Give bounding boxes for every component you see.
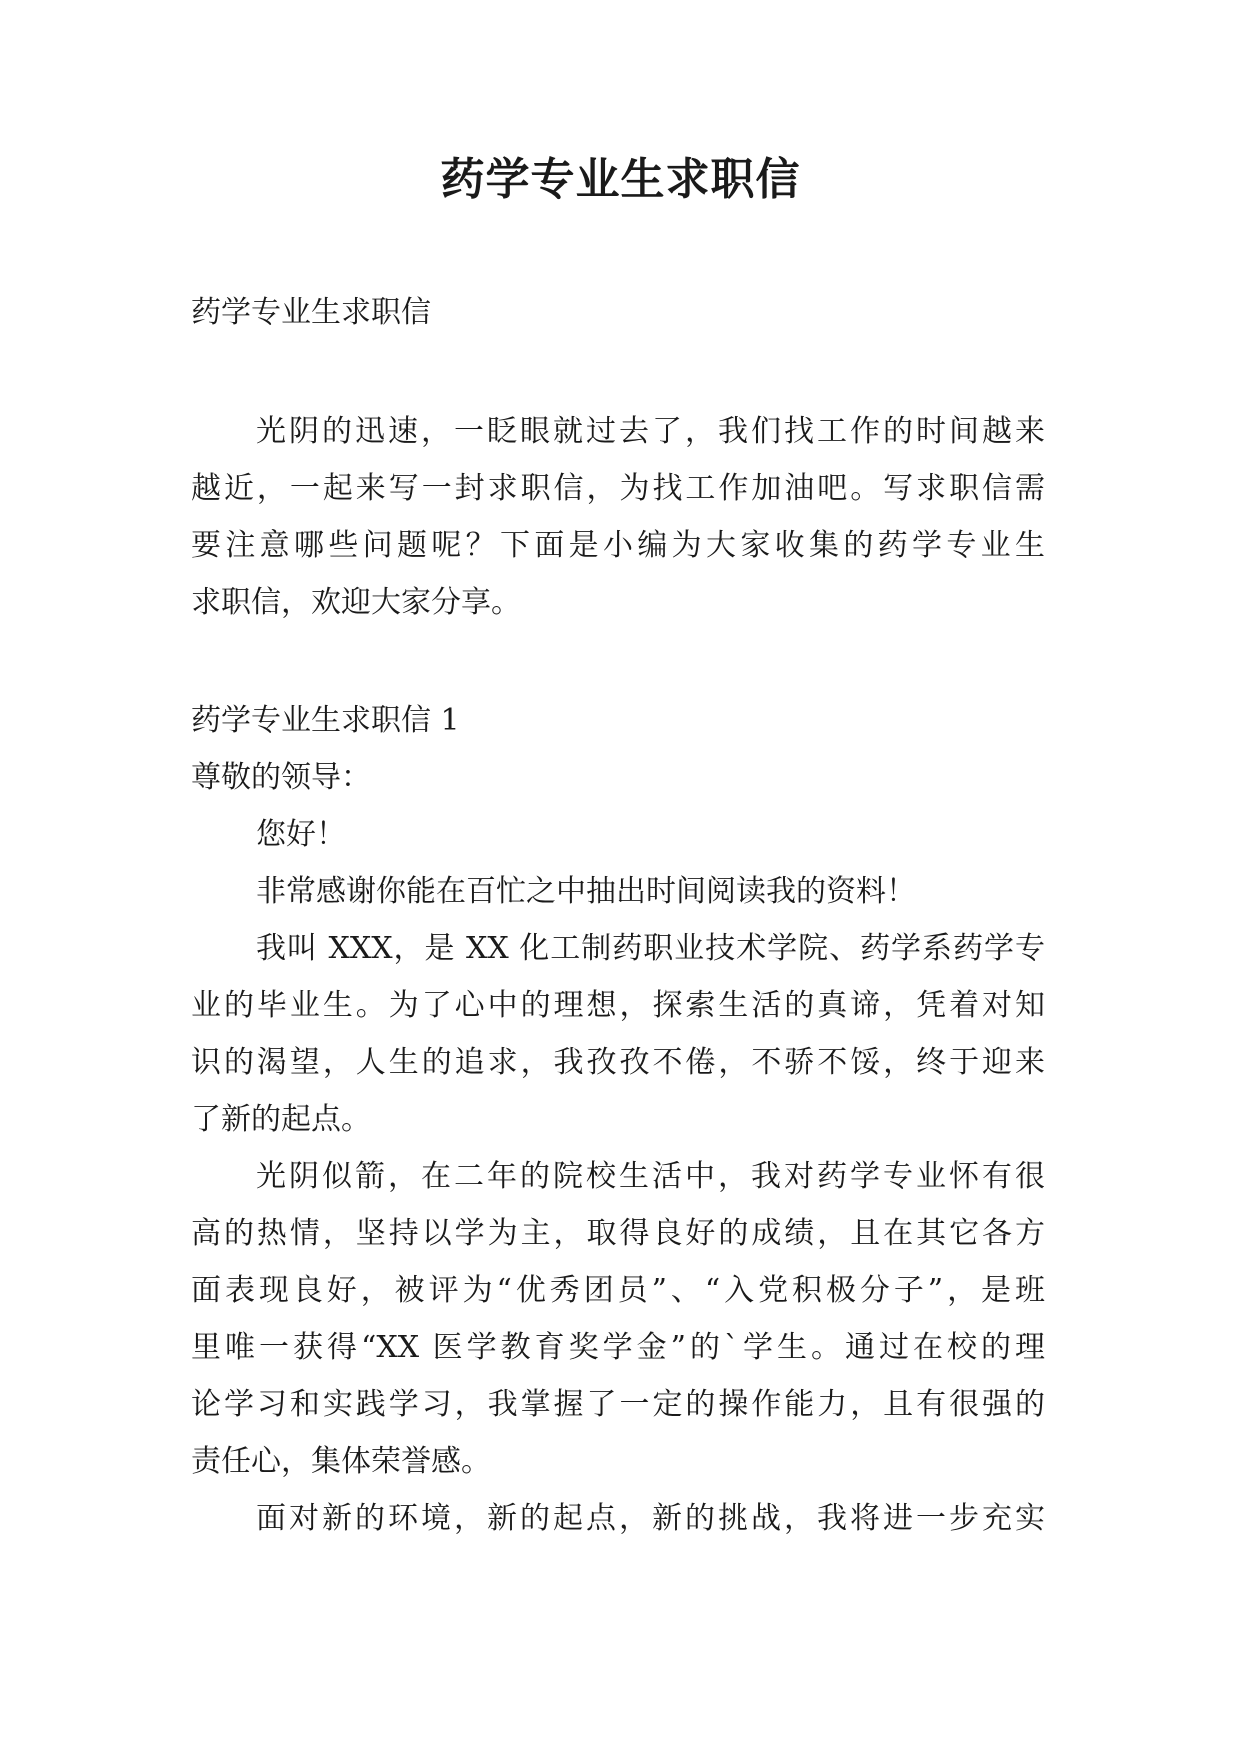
thanks-line: 非常感谢你能在百忙之中抽出时间阅读我的资料！ [256,874,916,909]
document-title: 药学专业生求职信 [440,154,801,205]
paragraph2-line-3: 面表现良好，被评为“优秀团员”、“入党积极分子”，是班 [191,1273,1045,1308]
paragraph1-line-4: 了新的起点。 [191,1102,371,1137]
salutation: 尊敬的领导： [191,760,371,795]
intro-line-2: 越近，一起来写一封求职信，为找工作加油吧。写求职信需 [191,471,1045,506]
greeting: 您好！ [256,817,346,852]
paragraph2-line-5: 论学习和实践学习，我掌握了一定的操作能力，且有很强的 [191,1387,1045,1422]
intro-line-3: 要注意哪些问题呢？下面是小编为大家收集的药学专业生 [191,528,1045,563]
paragraph2-line-6: 责任心，集体荣誉感。 [191,1444,491,1479]
intro-line-4: 求职信，欢迎大家分享。 [191,585,521,620]
paragraph2-line-4: 里唯一获得“XX 医学教育奖学金”的`学生。通过在校的理 [191,1330,1045,1365]
paragraph1-line-2: 业的毕业生。为了心中的理想，探索生活的真谛，凭着对知 [191,988,1045,1023]
letter-heading: 药学专业生求职信 1 [191,703,460,738]
document-subtitle: 药学专业生求职信 [191,295,431,330]
paragraph2-line-1: 光阴似箭，在二年的院校生活中，我对药学专业怀有很 [256,1159,1045,1194]
paragraph2-line-2: 高的热情，坚持以学为主，取得良好的成绩，且在其它各方 [191,1216,1045,1251]
paragraph3-line-1: 面对新的环境，新的起点，新的挑战，我将进一步充实 [256,1501,1045,1536]
paragraph1-line-3: 识的渴望，人生的追求，我孜孜不倦，不骄不馁，终于迎来 [191,1045,1045,1080]
intro-line-1: 光阴的迅速，一眨眼就过去了，我们找工作的时间越来 [256,414,1045,449]
paragraph1-line-1: 我叫 XXX，是 XX 化工制药职业技术学院、药学系药学专 [256,931,1045,966]
